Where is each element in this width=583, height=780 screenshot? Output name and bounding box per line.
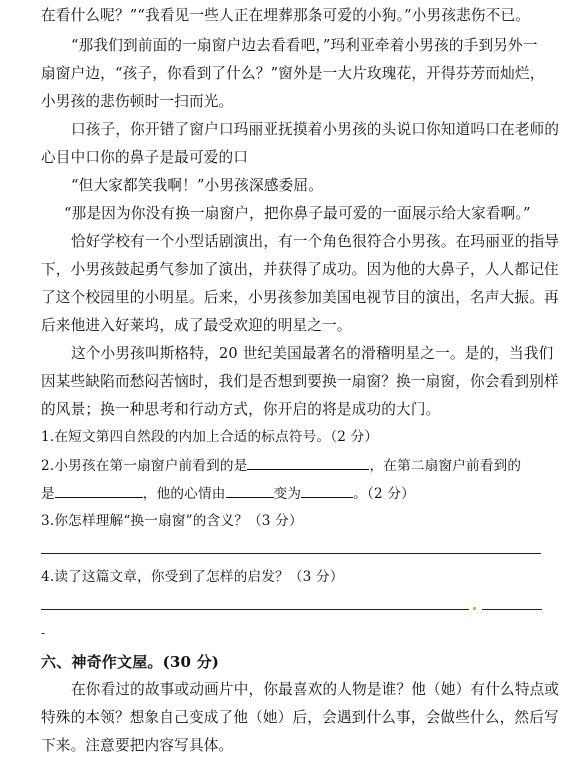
- question-2-text: 2.小男孩在第一扇窗户前看到的是: [41, 458, 248, 474]
- question-2-text: ，他的心情由: [142, 486, 226, 502]
- story-line: “那我们到前面的一扇窗户边去看看吧，”玛利亚牵着小男孩的手到另外一: [71, 37, 538, 54]
- story-line: 因某些缺陷而愁闷苦恼时，我们是否想到要换一扇窗？换一扇窗，你会看到别样: [41, 373, 559, 390]
- story-line: 心目中口你的鼻子是最可爱的口: [41, 149, 249, 166]
- section-heading: 六、神奇作文屋。(30 分): [41, 653, 220, 671]
- story-line: 了这个校园里的小明星。后来，小男孩参加美国电视节目的演出，名声大振。再: [41, 289, 559, 306]
- story-line: 在看什么呢？”“我看见一些人正在埋葬那条可爱的小狗。”小男孩悲伤不已。: [41, 7, 531, 24]
- answer-line-q4[interactable]: [41, 609, 469, 610]
- answer-blank[interactable]: [226, 483, 274, 498]
- question-3: 3.你怎样理解“换一扇窗”的含义？（3 分）: [41, 513, 303, 529]
- answer-blank[interactable]: [301, 483, 353, 498]
- question-4-tail: -: [41, 626, 46, 640]
- answer-blank[interactable]: [247, 455, 369, 470]
- story-line: 恰好学校有一个小型话剧演出，有一个角色很符合小男孩。在玛丽亚的指导: [71, 233, 560, 250]
- question-4: 4.读了这篇文章，你受到了怎样的启发？（3 分）: [41, 569, 344, 585]
- stray-dot: [473, 607, 476, 610]
- question-2-text: 变为: [273, 486, 302, 502]
- answer-line-q4-end[interactable]: [482, 609, 542, 610]
- story-line: 口孩子，你开错了窗户口玛丽亚抚摸着小男孩的头说口你知道吗口在老师的: [71, 121, 560, 138]
- story-line: 下，小男孩鼓起勇气参加了演出，并获得了成功。因为他的大鼻子，人人都记住: [41, 261, 559, 278]
- question-2-text: ，在第二扇窗户前看到的: [369, 458, 522, 474]
- question-1: 1.在短文第四自然段的内加上合适的标点符号。（2 分）: [41, 429, 379, 445]
- story-line: “但大家都笑我啊！”小男孩深感委屈。: [71, 177, 324, 194]
- story-line: 小男孩的悲伤顿时一扫而光。: [41, 93, 234, 110]
- story-line: 的风景；换一种思考和行动方式，你开启的将是成功的大门。: [41, 401, 441, 418]
- story-line: 扇窗户边，“孩子，你看到了什么？”窗外是一大片玫瑰花，开得芬芳而灿烂，: [41, 65, 545, 82]
- question-2-line-2: [41, 483, 561, 504]
- story-line: 后来他进入好莱坞，成了最受欢迎的明星之一。: [41, 317, 352, 334]
- answer-blank[interactable]: [55, 483, 143, 498]
- question-2-line-1: [41, 455, 561, 476]
- essay-prompt-line: 在你看过的故事或动画片中，你最喜欢的人物是谁？他（她）有什么特点或: [71, 681, 560, 698]
- story-line: 这个小男孩叫斯格特，20 世纪美国最著名的滑稽明星之一。是的，当我们: [71, 345, 554, 362]
- essay-prompt-line: 特殊的本领？想象自己变成了他（她）后，会遇到什么事，会做些什么，然后写: [41, 709, 559, 726]
- question-2-text: 是: [41, 486, 55, 502]
- story-line: “那是因为你没有换一扇窗户，把你鼻子最可爱的一面展示给大家看啊。”: [64, 205, 531, 222]
- answer-line-q3[interactable]: [41, 553, 541, 554]
- question-2-text: 。（2 分）: [353, 486, 415, 502]
- essay-prompt-line: 下来。注意要把内容写具体。: [41, 737, 234, 754]
